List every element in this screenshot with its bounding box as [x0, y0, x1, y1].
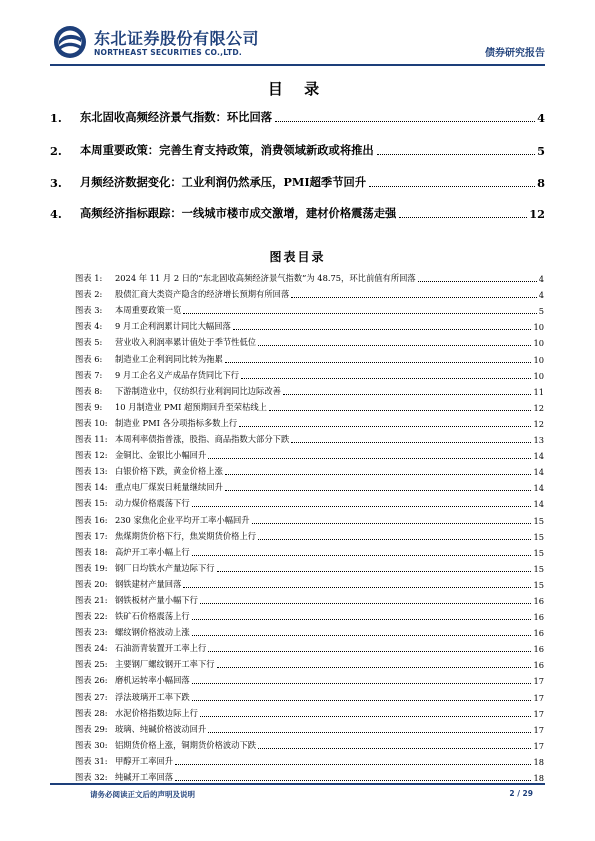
figure-entry-text: 白银价格下跌，黄金价格上涨: [115, 466, 223, 477]
figure-entry[interactable]: [75, 590, 544, 606]
figure-entry-text: 浮法玻璃开工率下跌: [115, 691, 190, 702]
figure-entry-page: 10: [533, 322, 544, 333]
figure-entry-label: 图表 9:: [75, 401, 103, 412]
figure-leader-dots: [208, 651, 531, 652]
figure-entry-text: 9 月工企利润累计同比大幅回落: [115, 321, 231, 332]
figure-leader-dots: [241, 378, 531, 379]
figure-leader-dots: [200, 603, 531, 604]
figure-entry-page: 17: [533, 708, 544, 719]
figure-entry-page: 10: [533, 354, 544, 365]
figure-entry-label: 图表 16:: [75, 514, 108, 525]
figure-entry[interactable]: [75, 622, 544, 638]
figure-entry-page: 14: [533, 467, 544, 478]
figure-entry-text: 制造业工企利润同比转为拖累: [115, 353, 223, 364]
figure-entry-text: 制造业 PMI 各分项指标多数上行: [115, 417, 238, 428]
figure-entry-label: 图表 2:: [75, 289, 103, 300]
figure-entry-page: 14: [533, 499, 544, 510]
figure-entry-text: 营业收入利润率累计值处于季节性低位: [115, 337, 257, 348]
figure-entry-text: 股债汇商大类资产隐含的经济增长预期有所回落: [115, 289, 290, 300]
figure-entry-text: 10 月制造业 PMI 超预期回升至荣枯线上: [115, 401, 267, 412]
figure-entry-text: 玻璃、纯碱价格波动回升: [115, 723, 207, 734]
figure-entry[interactable]: [75, 735, 544, 751]
figure-entry-text: 2024 年 11 月 2 日的“东北固收高频经济景气指数”为 48.75，环比前值有所回落: [115, 273, 416, 284]
figure-entry[interactable]: [75, 574, 544, 590]
figure-leader-dots: [269, 410, 531, 411]
figure-leader-dots: [217, 667, 532, 668]
figure-entry-page: 16: [533, 595, 544, 606]
figure-entry-label: 图表 3:: [75, 305, 103, 316]
figure-leader-dots: [239, 426, 531, 427]
figures-title: 图表目录: [269, 250, 326, 264]
figure-entry[interactable]: [75, 767, 544, 783]
figure-entry[interactable]: [75, 284, 544, 300]
figure-leader-dots: [175, 764, 531, 765]
figure-leader-dots: [192, 683, 532, 684]
figure-entry-page: 5: [538, 306, 544, 317]
figure-entry-page: 15: [533, 579, 544, 590]
figure-entry[interactable]: [75, 381, 544, 397]
toc-entry[interactable]: [50, 172, 545, 190]
figure-entry-text: 螺纹钢价格波动上涨: [115, 627, 190, 638]
figure-entry[interactable]: [75, 638, 544, 654]
figure-leader-dots: [208, 732, 531, 733]
figure-entry-page: 15: [533, 515, 544, 526]
figure-entry-text: 230 家焦化企业平均开工率小幅回升: [115, 514, 250, 525]
figure-entry-text: 高炉开工率小幅上行: [115, 546, 190, 557]
figure-entry-label: 图表 28:: [75, 707, 108, 718]
figure-entry[interactable]: [75, 477, 544, 493]
toc-entry-number: 2.: [50, 144, 62, 158]
toc-leader-dots: [275, 121, 535, 122]
figure-entry-label: 图表 10:: [75, 417, 108, 428]
figure-entry-label: 图表 15:: [75, 498, 108, 509]
toc-entry[interactable]: [50, 107, 545, 125]
figure-entry[interactable]: [75, 316, 544, 332]
figure-entry-label: 图表 23:: [75, 627, 108, 638]
figure-entry-text: 钢铁建材产量回落: [115, 578, 182, 589]
figure-entry[interactable]: [75, 332, 544, 348]
company-name-en: NORTHEAST SECURITIES CO.,LTD.: [94, 48, 242, 57]
toc-entry-number: 3.: [50, 176, 62, 190]
figure-entry-label: 图表 20:: [75, 578, 108, 589]
report-type-label: 债券研究报告: [485, 48, 545, 59]
figure-entry-page: 11: [533, 386, 544, 397]
figure-entry-text: 铁矿石价格震荡上行: [115, 611, 190, 622]
figure-entry-page: 18: [533, 756, 544, 767]
figure-entry-text: 重点电厂煤炭日耗量继续回升: [115, 482, 223, 493]
figure-entry[interactable]: [75, 429, 544, 445]
toc-entry-number: 1.: [50, 111, 62, 125]
figure-entry-label: 图表 7:: [75, 369, 103, 380]
figure-entry-page: 17: [533, 676, 544, 687]
figure-entry[interactable]: [75, 526, 544, 542]
figure-leader-dots: [233, 329, 532, 330]
figure-entry[interactable]: [75, 461, 544, 477]
figure-entry-text: 钢厂日均铁水产量边际下行: [115, 562, 215, 573]
company-name-cn: 东北证券股份有限公司: [94, 29, 260, 48]
figure-entry-label: 图表 13:: [75, 466, 108, 477]
figure-entry-label: 图表 18:: [75, 546, 108, 557]
toc-entry-page: 12: [529, 207, 545, 221]
figure-leader-dots: [225, 490, 532, 491]
figure-entry[interactable]: [75, 703, 544, 719]
figure-entry-page: 16: [533, 660, 544, 671]
figure-leader-dots: [252, 523, 532, 524]
figure-entry[interactable]: [75, 719, 544, 735]
figure-entry[interactable]: [75, 670, 544, 686]
figure-entry-page: 16: [533, 628, 544, 639]
figure-entry[interactable]: [75, 542, 544, 558]
figure-entry-page: 12: [533, 402, 544, 413]
toc-leader-dots: [399, 217, 527, 218]
page-header: [50, 20, 545, 64]
figure-entry-text: 本周利率债指普涨，股指、商品指数大部分下跌: [115, 434, 290, 445]
figure-entry[interactable]: [75, 413, 544, 429]
toc-entry-page: 4: [537, 111, 545, 125]
figure-entry-page: 17: [533, 692, 544, 703]
toc-entry-page: 5: [537, 144, 545, 158]
figure-entry[interactable]: [75, 558, 544, 574]
figure-entry-page: 4: [538, 274, 544, 285]
toc-entry[interactable]: [50, 203, 545, 221]
toc-entry-text: 本周重要政策：完善生育支持政策，消费领域新政或将推出: [80, 143, 374, 157]
figure-entry-label: 图表 19:: [75, 562, 108, 573]
page-number: 2 / 29: [509, 789, 533, 798]
figure-entry-label: 图表 12:: [75, 450, 108, 461]
figure-entry[interactable]: [75, 445, 544, 461]
figure-entry-page: 4: [538, 290, 544, 301]
figure-leader-dots: [291, 297, 536, 298]
figure-entry-label: 图表 29:: [75, 723, 108, 734]
figure-entry[interactable]: [75, 509, 544, 525]
figure-entry-page: 15: [533, 547, 544, 558]
figure-entry-label: 图表 26:: [75, 675, 108, 686]
figure-entry-text: 磨机运转率小幅回落: [115, 675, 190, 686]
figure-leader-dots: [192, 700, 532, 701]
figure-entry-text: 钢铁板材产量小幅下行: [115, 594, 198, 605]
figure-entry-page: 12: [533, 418, 544, 429]
figure-entry-text: 动力煤价格震荡下行: [115, 498, 190, 509]
figure-entry-page: 17: [533, 740, 544, 751]
figure-entry-text: 本周重要政策一览: [115, 305, 182, 316]
toc-entry-text: 高频经济指标跟踪：一线城市楼市成交激增，建材价格震荡走强: [80, 206, 397, 220]
figure-leader-dots: [175, 780, 531, 781]
figure-entry[interactable]: [75, 365, 544, 381]
figure-entry-page: 10: [533, 338, 544, 349]
figure-leader-dots: [291, 442, 531, 443]
toc-entry[interactable]: [50, 140, 545, 158]
figure-leader-dots: [258, 539, 531, 540]
figure-leader-dots: [183, 313, 536, 314]
figure-leader-dots: [208, 458, 531, 459]
figure-leader-dots: [217, 571, 532, 572]
figure-entry-label: 图表 17:: [75, 530, 108, 541]
figure-leader-dots: [225, 474, 532, 475]
figure-entry-label: 图表 22:: [75, 611, 108, 622]
toc-title: 目 录: [267, 80, 328, 98]
toc-entry-number: 4.: [50, 207, 62, 221]
figure-entry-text: 水泥价格指数边际上行: [115, 707, 198, 718]
figure-leader-dots: [183, 587, 531, 588]
figure-entry[interactable]: [75, 300, 544, 316]
figure-entry-page: 16: [533, 644, 544, 655]
figure-entry-text: 纯碱开工率回落: [115, 772, 174, 782]
figure-leader-dots: [283, 394, 531, 395]
figure-entry-label: 图表 5:: [75, 337, 103, 348]
figure-entry-label: 图表 8:: [75, 385, 103, 396]
figure-entry-page: 14: [533, 483, 544, 494]
figure-entry[interactable]: [75, 348, 544, 364]
figure-entry-label: 图表 4:: [75, 321, 103, 332]
figure-entry-label: 图表 21:: [75, 594, 108, 605]
figure-entry-label: 图表 32:: [75, 772, 108, 782]
footer-disclaimer: 请务必阅读正文后的声明及说明: [90, 790, 195, 799]
toc-entry-page: 8: [537, 176, 545, 190]
figure-entry-label: 图表 11:: [75, 434, 108, 445]
figure-entry-label: 图表 27:: [75, 691, 108, 702]
figure-entry-label: 图表 25:: [75, 659, 108, 670]
figure-entry-page: 14: [533, 451, 544, 462]
figure-entry-page: 15: [533, 531, 544, 542]
figure-leader-dots: [200, 716, 531, 717]
figure-entry-label: 图表 24:: [75, 643, 108, 654]
figure-entry-label: 图表 1:: [75, 273, 103, 284]
figure-leader-dots: [258, 748, 531, 749]
figure-entry-label: 图表 30:: [75, 739, 108, 750]
toc-leader-dots: [369, 186, 535, 187]
figure-leader-dots: [192, 619, 532, 620]
figure-entry[interactable]: [75, 606, 544, 622]
figure-entry-label: 图表 6:: [75, 353, 103, 364]
figure-entry-page: 10: [533, 370, 544, 381]
figure-entry[interactable]: [75, 654, 544, 670]
figure-entry[interactable]: [75, 493, 544, 509]
figure-entry-text: 下游制造业中，仅纺织行业利润同比边际改善: [115, 385, 281, 396]
figure-leader-dots: [192, 635, 532, 636]
figure-entry-text: 甲醇开工率回升: [115, 755, 174, 766]
header-divider: [50, 64, 545, 66]
figure-entry-text: 焦煤期货价格下行，焦炭期货价格上行: [115, 530, 257, 541]
figure-entry-page: 13: [533, 435, 544, 446]
toc-entry-text: 月频经济数据变化：工业利润仍然承压，PMI超季节回升: [80, 175, 367, 189]
figures-list: [75, 268, 544, 783]
figure-leader-dots: [225, 362, 532, 363]
company-logo-icon: [52, 24, 88, 60]
figure-entry-text: 石油沥青装置开工率上行: [115, 643, 207, 654]
figure-leader-dots: [192, 555, 532, 556]
figure-entry-text: 金铜比、金银比小幅回升: [115, 450, 207, 461]
footer-divider: [50, 783, 545, 785]
figure-entry[interactable]: [75, 268, 544, 284]
figure-leader-dots: [192, 506, 532, 507]
figure-entry-page: 15: [533, 563, 544, 574]
figure-leader-dots: [418, 281, 537, 282]
toc-leader-dots: [377, 154, 535, 155]
figure-entry-text: 9 月工企名义产成品存货同比下行: [115, 369, 240, 380]
figure-leader-dots: [258, 345, 531, 346]
figure-entry[interactable]: [75, 686, 544, 702]
figure-entry[interactable]: [75, 751, 544, 767]
toc-entry-text: 东北固收高频经济景气指数：环比回落: [80, 110, 273, 124]
figure-entry-page: 16: [533, 612, 544, 623]
figure-entry-label: 图表 31:: [75, 755, 108, 766]
figure-entry-page: 18: [533, 773, 544, 783]
figure-entry[interactable]: [75, 397, 544, 413]
figure-entry-text: 铝期货价格上涨，铜期货价格波动下跌: [115, 739, 257, 750]
figure-entry-page: 17: [533, 724, 544, 735]
figure-entry-label: 图表 14:: [75, 482, 108, 493]
figure-entry-text: 主要钢厂螺纹钢开工率下行: [115, 659, 215, 670]
